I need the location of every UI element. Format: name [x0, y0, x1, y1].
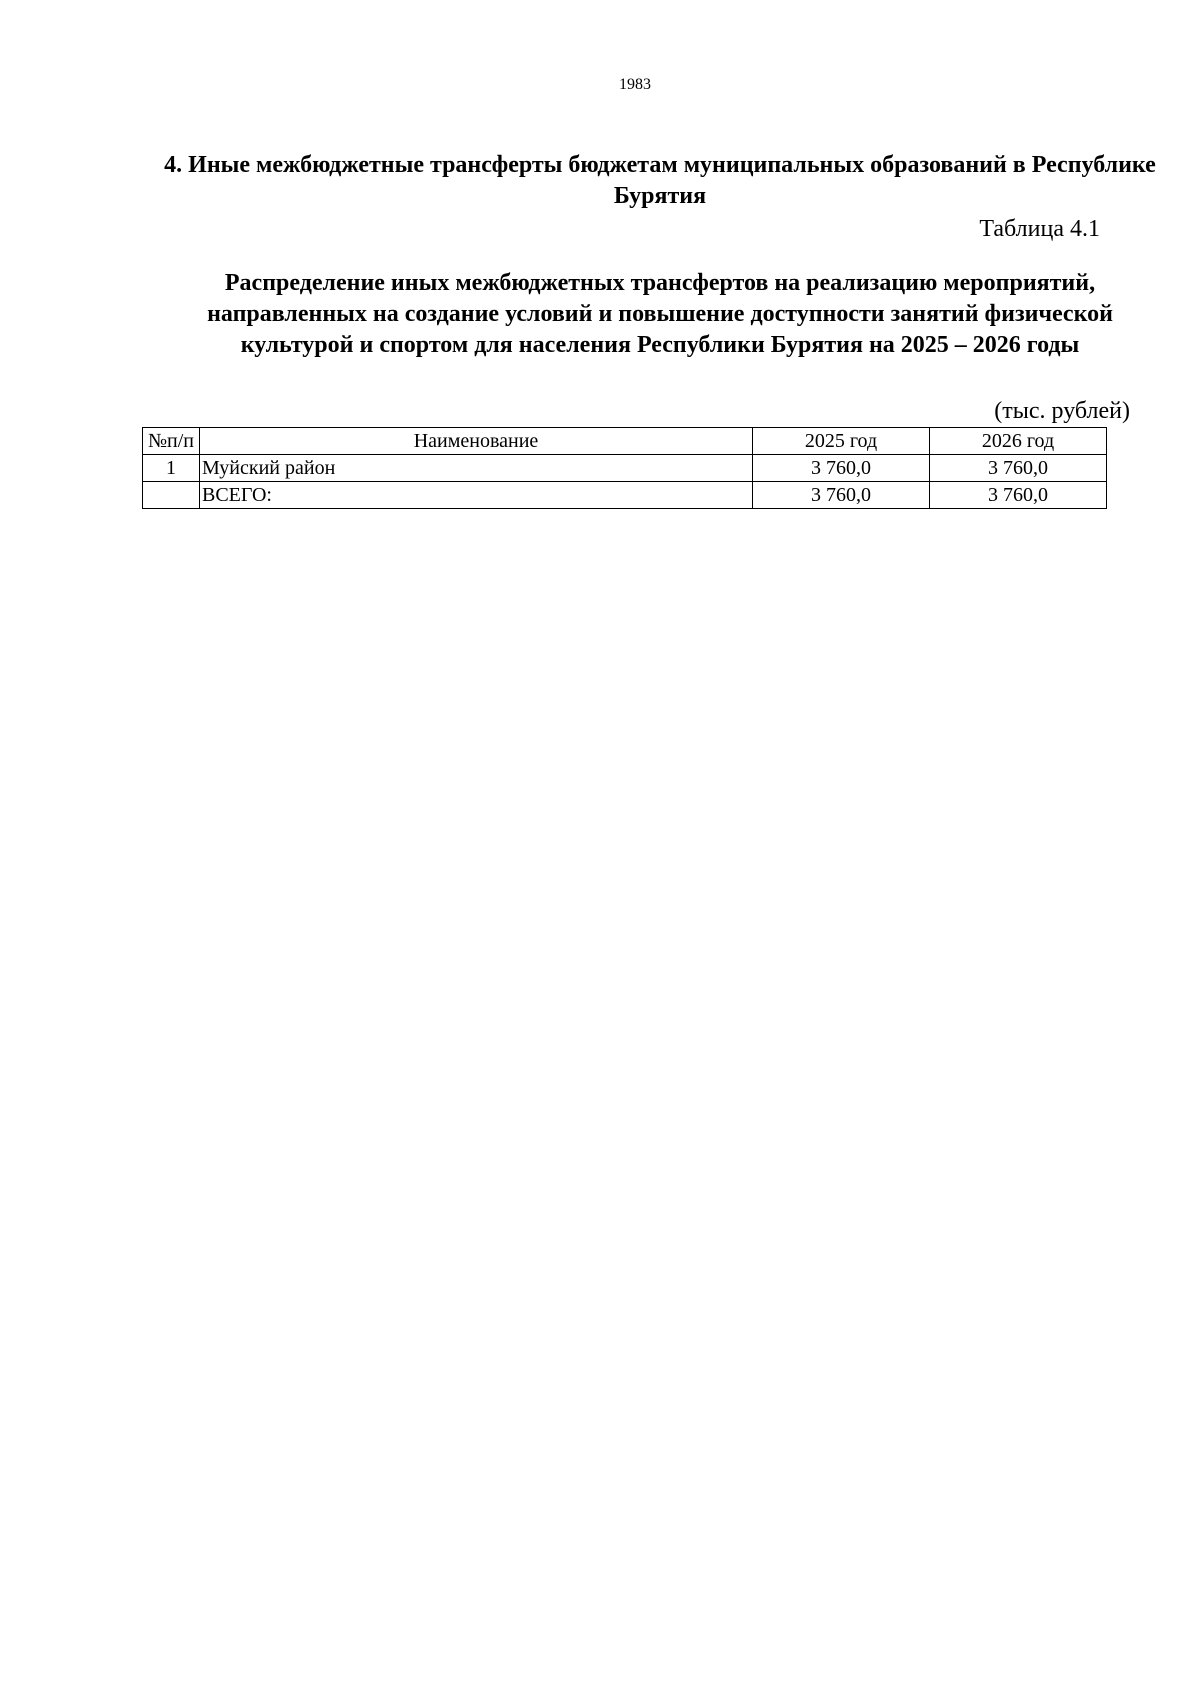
page-number: 1983: [619, 76, 651, 93]
header-number: №п/п: [143, 428, 200, 455]
table-title: Распределение иных межбюджетных трансфертов на реализацию мероприятий, направленных на создание условий и повышение доступности занятий физической культурой и спортом для населения Республики Бурятия на 2025 – 2026 годы: [207, 270, 1113, 358]
total-value-2026: 3 760,0: [930, 482, 1107, 509]
header-name: Наименование: [200, 428, 753, 455]
table-total-row: [143, 482, 1107, 509]
units-label: (тыс. рублей): [994, 398, 1130, 424]
transfers-table: [142, 427, 1107, 509]
table-caption: Таблица 4.1: [979, 216, 1100, 242]
section-title: 4. Иные межбюджетные трансферты бюджетам муниципальных образований в Республике Бурятия: [164, 152, 1156, 209]
header-2025: 2025 год: [753, 428, 930, 455]
row-value-2025: 3 760,0: [753, 455, 930, 482]
row-value-2026: 3 760,0: [930, 455, 1107, 482]
table-header-row: [143, 428, 1107, 455]
total-value-2025: 3 760,0: [753, 482, 930, 509]
total-name: ВСЕГО:: [200, 482, 753, 509]
header-2026: 2026 год: [930, 428, 1107, 455]
table-row: [143, 455, 1107, 482]
row-number: 1: [143, 455, 200, 482]
row-name: Муйский район: [200, 455, 753, 482]
total-number: [143, 482, 200, 509]
